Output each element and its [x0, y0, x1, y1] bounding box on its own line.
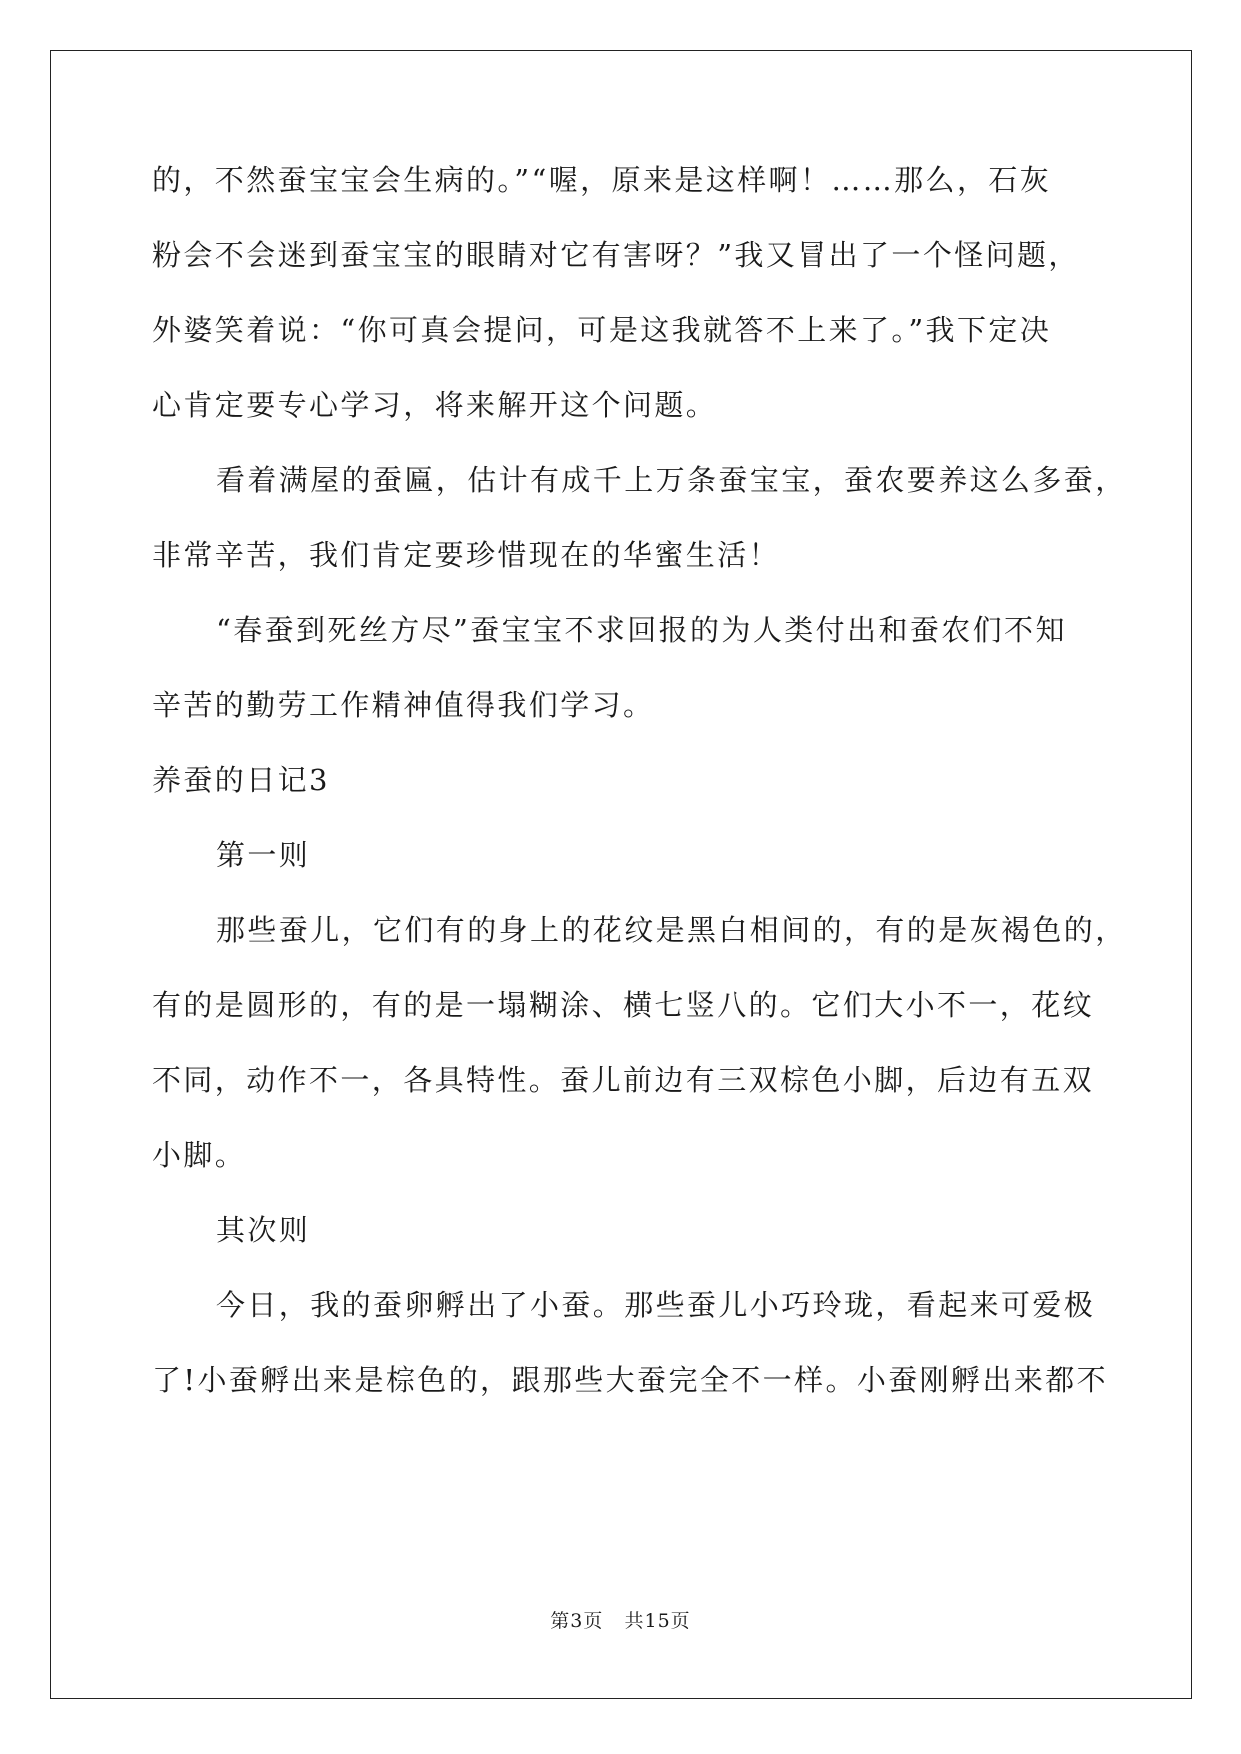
section-heading: 养蚕的日记3 [152, 763, 330, 797]
text-line: 辛苦的勤劳工作精神值得我们学习。 [152, 688, 655, 722]
text-line: 的，不然蚕宝宝会生病的。”“喔，原来是这样啊！……那么，石灰 [152, 163, 1052, 197]
text-line: 小脚。 [152, 1138, 247, 1172]
text-line: 非常辛苦，我们肯定要珍惜现在的华蜜生活！ [152, 538, 781, 572]
text-line: 心肯定要专心学习，将来解开这个问题。 [152, 388, 718, 422]
page-footer: 第3页 共15页 [550, 1610, 691, 1632]
text-line: 看着满屋的蚕匾，估计有成千上万条蚕宝宝，蚕农要养这么多蚕， [216, 463, 1127, 497]
subsection-heading: 第一则 [216, 838, 311, 872]
text-line: 那些蚕儿，它们有的身上的花纹是黑白相间的，有的是灰褐色的， [216, 913, 1127, 947]
text-line: 有的是圆形的，有的是一塌糊涂、横七竖八的。它们大小不一，花纹 [152, 988, 1095, 1022]
text-line: 不同，动作不一，各具特性。蚕儿前边有三双棕色小脚，后边有五双 [152, 1063, 1095, 1097]
subsection-heading: 其次则 [216, 1213, 311, 1247]
text-line: “春蚕到死丝方尽”蚕宝宝不求回报的为人类付出和蚕农们不知 [216, 613, 1067, 647]
text-line: 今日，我的蚕卵孵出了小蚕。那些蚕儿小巧玲珑，看起来可爱极 [216, 1288, 1096, 1322]
text-line: 外婆笑着说：“你可真会提问，可是这我就答不上来了。”我下定决 [152, 313, 1052, 347]
text-line: 了!小蚕孵出来是棕色的，跟那些大蚕完全不一样。小蚕刚孵出来都不 [152, 1363, 1109, 1397]
text-line: 粉会不会迷到蚕宝宝的眼睛对它有害呀？”我又冒出了一个怪问题， [152, 238, 1080, 272]
